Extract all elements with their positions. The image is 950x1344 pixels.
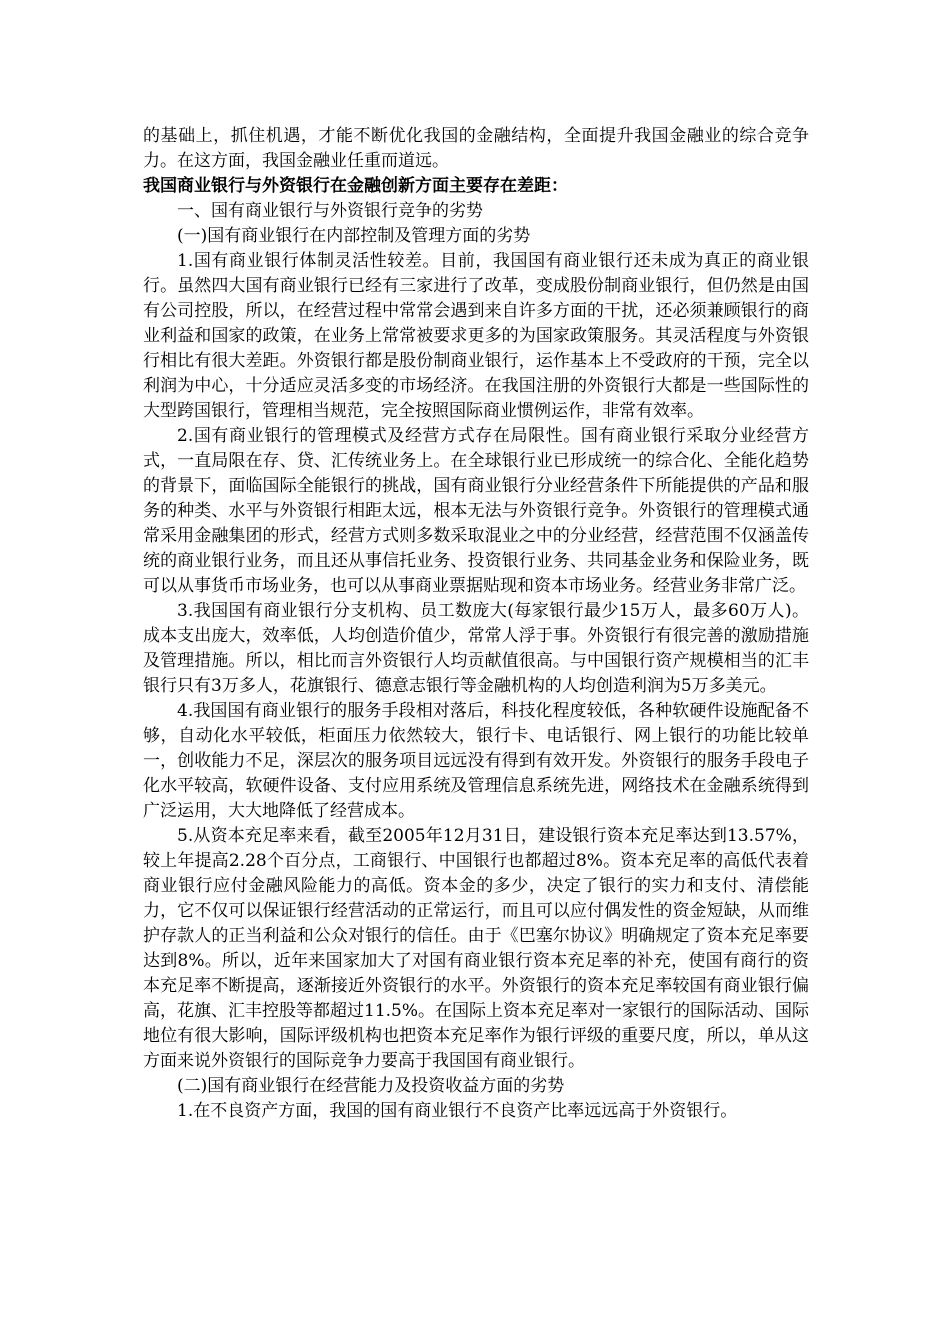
paragraph-5: 5.从资本充足率来看，截至2005年12月31日，建设银行资本充足率达到13.57%，较上年提高2.28个百分点，工商银行、中国银行也都超过8%。资本充足率的高低代表着商业银行应付金融风险能力的高低。资本金的多少，决定了银行的实力和支付、清偿能力，它不仅可以保证银行经营活动的正常运行，而且可以应付偶发性的资金短缺，从而维护存款人的正当利益和公众对银行的信任。由于《巴塞尔协议》明确规定了资本充足率要达到8%。所以，近年来国家加大了对国有商业银行资本充足率的补充，使国有商行的资本充足率不断提高，逐渐接近外资银行的水平。外资银行的资本充足率较国有商业银行偏高，花旗、汇丰控股等都超过11.5%。在国际上资本充足率对一家银行的国际活动、国际地位有很大影响，国际评级机构也把资本充足率作为银行评级的重要尺度，所以，单从这方面来说外资银行的国际竞争力要高于我国国有商业银行。: [143, 826, 810, 1071]
subsection-heading-1: (一)国有商业银行在内部控制及管理方面的劣势: [177, 226, 531, 246]
document-page: [143, 124, 809, 1124]
paragraph-6: 1.在不良资产方面，我国的国有商业银行不良资产比率远远高于外资银行。: [177, 1101, 738, 1121]
intro-paragraph: 的基础上，抓住机遇，才能不断优化我国的金融结构，全面提升我国金融业的综合竞争力。在这方面，我国金融业任重而道远。: [143, 126, 809, 171]
section-heading: 一、国有商业银行与外资银行竞争的劣势: [177, 201, 483, 221]
bold-heading: 我国商业银行与外资银行在金融创新方面主要存在差距：: [143, 176, 568, 196]
paragraph-4: 4.我国国有商业银行的服务手段相对落后，科技化程度较低，各种软硬件设施配备不够，自动化水平较低，柜面压力依然较大，银行卡、电话银行、网上银行的功能比较单一，创收能力不足，深层次的服务项目远远没有得到有效开发。外资银行的服务手段电子化水平较高，软硬件设备、支付应用系统及管理信息系统先进，网络技术在金融系统得到广泛运用，大大地降低了经营成本。: [143, 701, 809, 821]
paragraph-3: 3.我国国有商业银行分支机构、员工数庞大(每家银行最少15万人，最多60万人)。成本支出庞大，效率低，人均创造价值少，常常人浮于事。外资银行有很完善的激励措施及管理措施。所以，相比而言外资银行人均贡献值很高。与中国银行资产规模相当的汇丰银行只有3万多人，花旗银行、德意志银行等金融机构的人均创造利润为5万多美元。: [143, 601, 809, 696]
paragraph-2: 2.国有商业银行的管理模式及经营方式存在局限性。国有商业银行采取分业经营方式，一直局限在存、贷、汇传统业务上。在全球银行业已形成统一的综合化、全能化趋势的背景下，面临国际全能银行的挑战，国有商业银行分业经营条件下所能提供的产品和服务的种类、水平与外资银行相距太远，根本无法与外资银行竞争。外资银行的管理模式通常采用金融集团的形式，经营方式则多数采取混业之中的分业经营，经营范围不仅涵盖传统的商业银行业务，而且还从事信托业务、投资银行业务、共同基金业务和保险业务，既可以从事货币市场业务，也可以从事商业票据贴现和资本市场业务。经营业务非常广泛。: [143, 426, 809, 596]
paragraph-1: 1.国有商业银行体制灵活性较差。目前，我国国有商业银行还未成为真正的商业银行。虽然四大国有商业银行已经有三家进行了改革，变成股份制商业银行，但仍然是由国有公司控股，所以，在经营过程中常常会遇到来自许多方面的干扰，还必须兼顾银行的商业利益和国家的政策，在业务上常常被要求更多的为国家政策服务。其灵活程度与外资银行相比有很大差距。外资银行都是股份制商业银行，运作基本上不受政府的干预，完全以利润为中心，十分适应灵活多变的市场经济。在我国注册的外资银行大都是一些国际性的大型跨国银行，管理相当规范，完全按照国际商业惯例运作，非常有效率。: [143, 251, 809, 421]
subsection-heading-2: (二)国有商业银行在经营能力及投资收益方面的劣势: [177, 1076, 565, 1096]
